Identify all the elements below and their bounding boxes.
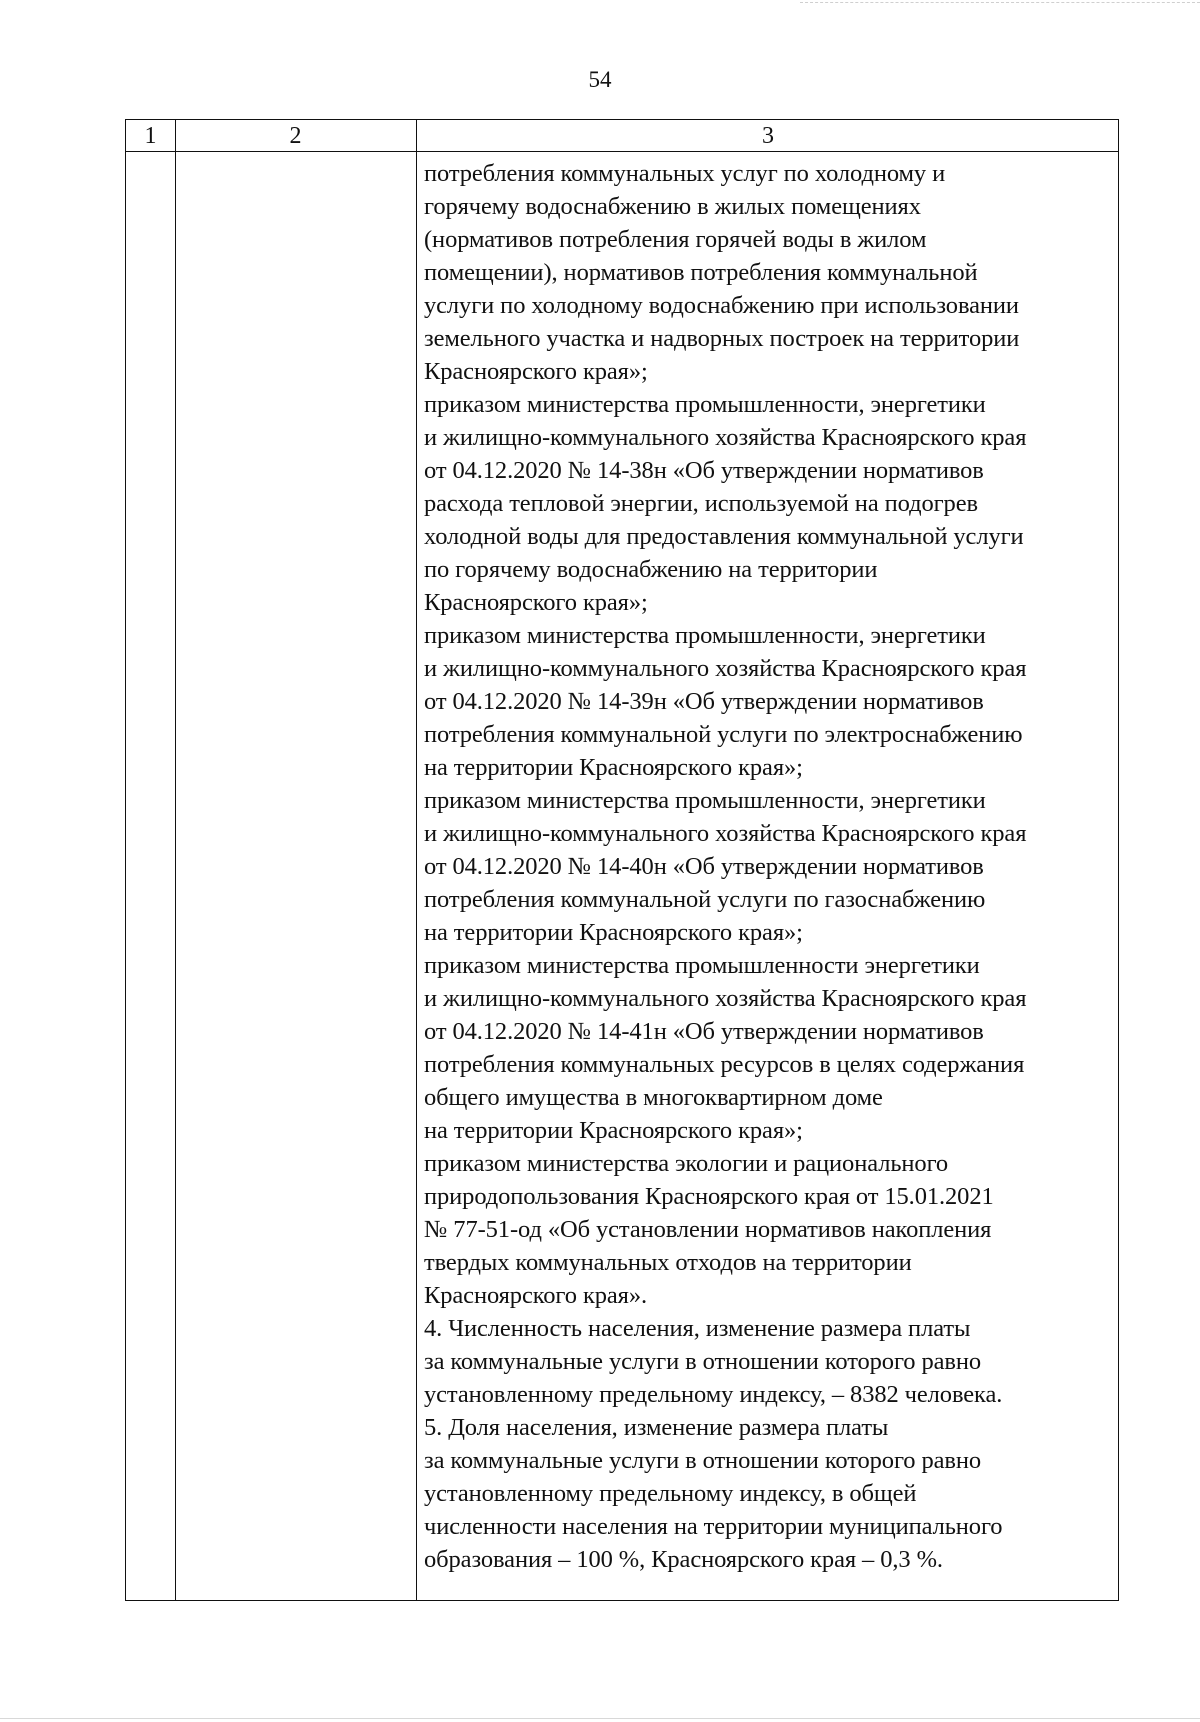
text-line: на территории Красноярского края»; — [424, 1117, 803, 1144]
column-header-2: 2 — [289, 123, 302, 149]
text-line: расхода тепловой энергии, используемой на подогрев — [424, 490, 978, 517]
text-line: потребления коммунальных ресурсов в целях содержания — [424, 1051, 1025, 1078]
text-line: потребления коммунальной услуги по газоснабжению — [424, 886, 986, 913]
text-line: твердых коммунальных отходов на территории — [424, 1249, 912, 1276]
text-line: 4. Численность населения, изменение размера платы — [424, 1315, 971, 1342]
text-line: общего имущества в многоквартирном доме — [424, 1084, 883, 1111]
text-line: установленному предельному индексу, в общей — [424, 1480, 917, 1507]
text-line: приказом министерства промышленности, энергетики — [424, 787, 986, 814]
text-line: установленному предельному индексу, – 8382 человека. — [424, 1381, 1003, 1408]
header-divider — [126, 151, 1118, 152]
text-line: приказом министерства промышленности, энергетики — [424, 622, 986, 649]
text-line: услуги по холодному водоснабжению при использовании — [424, 292, 1019, 319]
text-line: приказом министерства промышленности, энергетики — [424, 391, 986, 418]
document-table — [125, 119, 1119, 1601]
text-line: горячему водоснабжению в жилых помещениях — [424, 193, 921, 220]
text-line: холодной воды для предоставления коммунальной услуги — [424, 523, 1024, 550]
text-line: и жилищно-коммунального хозяйства Красноярского края — [424, 424, 1027, 451]
text-line: (нормативов потребления горячей воды в жилом — [424, 226, 927, 253]
text-line: помещении), нормативов потребления коммунальной — [424, 259, 978, 286]
text-line: численности населения на территории муниципального — [424, 1513, 1003, 1540]
text-line: от 04.12.2020 № 14-39н «Об утверждении нормативов — [424, 688, 984, 715]
column-header-1: 1 — [144, 123, 157, 149]
page-number: 54 — [588, 67, 612, 92]
text-line: Красноярского края». — [424, 1282, 648, 1309]
text-line: по горячему водоснабжению на территории — [424, 556, 878, 583]
scan-edge-bottom — [0, 1718, 1200, 1719]
column-header-3: 3 — [762, 123, 774, 149]
text-line: на территории Красноярского края»; — [424, 754, 803, 781]
text-line: природопользования Красноярского края от 15.01.2021 — [424, 1183, 994, 1210]
text-line: образования – 100 %, Красноярского края – 0,3 %. — [424, 1546, 943, 1573]
text-line: от 04.12.2020 № 14-38н «Об утверждении нормативов — [424, 457, 984, 484]
text-line: потребления коммунальных услуг по холодному и — [424, 160, 946, 187]
text-line: Красноярского края»; — [424, 589, 648, 616]
text-line: приказом министерства промышленности энергетики — [424, 952, 980, 979]
column-divider-2 — [416, 120, 417, 1600]
text-line: и жилищно-коммунального хозяйства Красноярского края — [424, 985, 1027, 1012]
text-line: на территории Красноярского края»; — [424, 919, 803, 946]
text-line: от 04.12.2020 № 14-41н «Об утверждении нормативов — [424, 1018, 984, 1045]
text-line: от 04.12.2020 № 14-40н «Об утверждении нормативов — [424, 853, 984, 880]
text-line: и жилищно-коммунального хозяйства Красноярского края — [424, 820, 1027, 847]
column-divider-1 — [175, 120, 176, 1600]
text-line: приказом министерства экологии и рационального — [424, 1150, 949, 1177]
text-line: за коммунальные услуги в отношении которого равно — [424, 1447, 982, 1474]
text-line: за коммунальные услуги в отношении которого равно — [424, 1348, 982, 1375]
text-line: Красноярского края»; — [424, 358, 648, 385]
text-line: 5. Доля населения, изменение размера платы — [424, 1414, 889, 1441]
text-line: и жилищно-коммунального хозяйства Красноярского края — [424, 655, 1027, 682]
text-line: № 77-51-од «Об установлении нормативов накопления — [424, 1216, 992, 1243]
text-line: потребления коммунальной услуги по электроснабжению — [424, 721, 1023, 748]
scan-edge-top — [800, 2, 1200, 3]
column-3-text — [424, 157, 1124, 1576]
text-line: земельного участка и надворных построек на территории — [424, 325, 1020, 352]
